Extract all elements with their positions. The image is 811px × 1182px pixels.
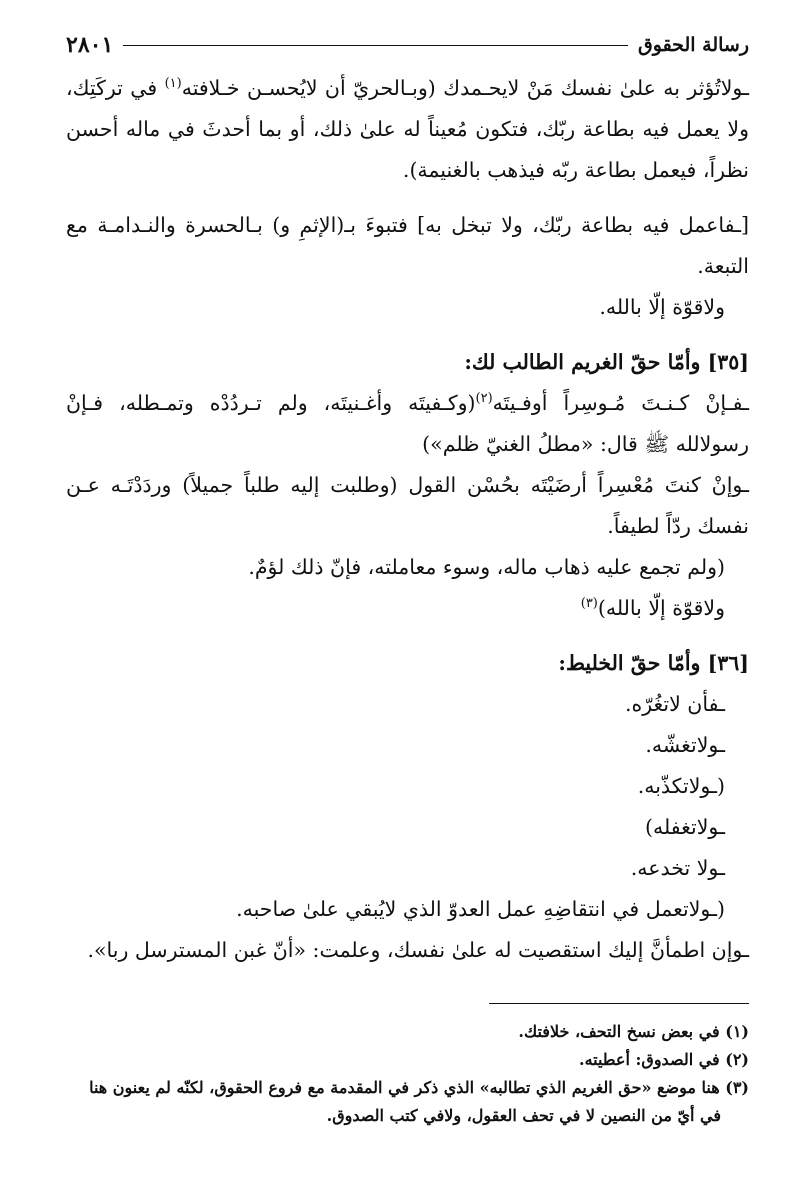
list-item: ـولاتغفله) (644, 815, 725, 839)
list-item: ـولاتغشّه. (645, 733, 725, 757)
list-item: ـولا تخدعه. (630, 856, 725, 880)
running-title: رسالة الحقوق (638, 34, 749, 56)
list-item: ـوإن اطمأنَّ إليك استقصيت له علىٰ نفسك، وعلمت: «أنّ غبن المسترسل ربا». (87, 938, 749, 962)
body-text (66, 68, 749, 971)
page-header (66, 28, 749, 62)
footnote-3: (٣) هنا موضع «حق الغريم الذي تطالبه» الذي ذكر في المقدمة مع فروع الحقوق، لكنّه لم يعنون هنا (89, 1078, 749, 1097)
closing-formula: ولاقوّة إلّا بالله. (599, 295, 725, 319)
paragraph-if-poor: ـوإنْ كنتَ مُعْسِراً أرضَيْتَه بحُسْن القول (وطلبت إليه طلباً جميلاً) وردَدْتَـه عـن نفسك ردّاً لطيفاً. (66, 473, 749, 538)
list-item: (ـولاتعمل في انتقاضِهِ عمل العدوّ الذي لايُبقي علىٰ صاحبه. (236, 897, 725, 921)
footnote-ref-2: (٢) (475, 391, 493, 407)
page-number: ٢٨٠١ (66, 32, 114, 58)
footnote-2: (٢) في الصدوق: أعطيته. (579, 1050, 749, 1069)
paragraph-if-wealthy: ـفـإنْ كـنـتَ مُـوسِراً أوفـيتَه$^{(٢)}$(وكـفيتَه وأغـنيتَه، ولم تـردُدْه وتمـطله، فـإنْ رسولالله ﷺ قال: «مطلُ الغنيّ ظلم») (66, 391, 749, 456)
footnote-ref-1: (١) (164, 76, 182, 92)
section-heading-36: [٣٦] وأمّا حقّ الخليط: (558, 651, 749, 675)
paragraph-act-with-obedience: [ـفاعمل فيه بطاعة ربّك، ولا تبخل به] فتبوءَ بـ(الإثمِ و) بـالحسرة والنـدامـة مع التبعة. (66, 213, 749, 278)
footnote-1: (١) في بعض نسخ التحف، خلافتك. (518, 1022, 749, 1041)
footnotes (66, 1018, 749, 1130)
list-item: (ـولاتكذّبه. (637, 774, 725, 798)
footnote-3-continuation: في أيّ من النصين لا في تحف العقول، ولافي كتب الصدوق. (326, 1106, 721, 1125)
footnote-divider (489, 1003, 749, 1004)
section-heading-35: [٣٥] وأمّا حقّ الغريم الطالب لك: (464, 350, 749, 374)
list-item: ـفأن لاتغُرّه. (624, 692, 725, 716)
header-rule (123, 45, 628, 46)
closing-formula: ولاقوّة إلّا بالله)$^{(٣)}$ (580, 596, 725, 620)
footnote-ref-3: (٣) (580, 596, 598, 612)
paragraph-fathers-inheritance: ـولاتُؤثر به علىٰ نفسك مَنْ لايحـمدك (وبـالحريّ أن لايُحسـن خـلافته$^{(١)}$ في تركَتِك، ولا يعمل فيه بطاعة ربّك، فتكون مُعيناً له علىٰ ذلك، أو بما أحدثَ في ماله أحسن نظراً، فيعمل بطاعة ربّه فيذهب بالغنيمة). (66, 76, 749, 182)
paragraph-do-not-combine: (ولم تجمع عليه ذهاب ماله، وسوء معاملته، فإنّ ذلك لؤمٌ. (248, 555, 725, 579)
